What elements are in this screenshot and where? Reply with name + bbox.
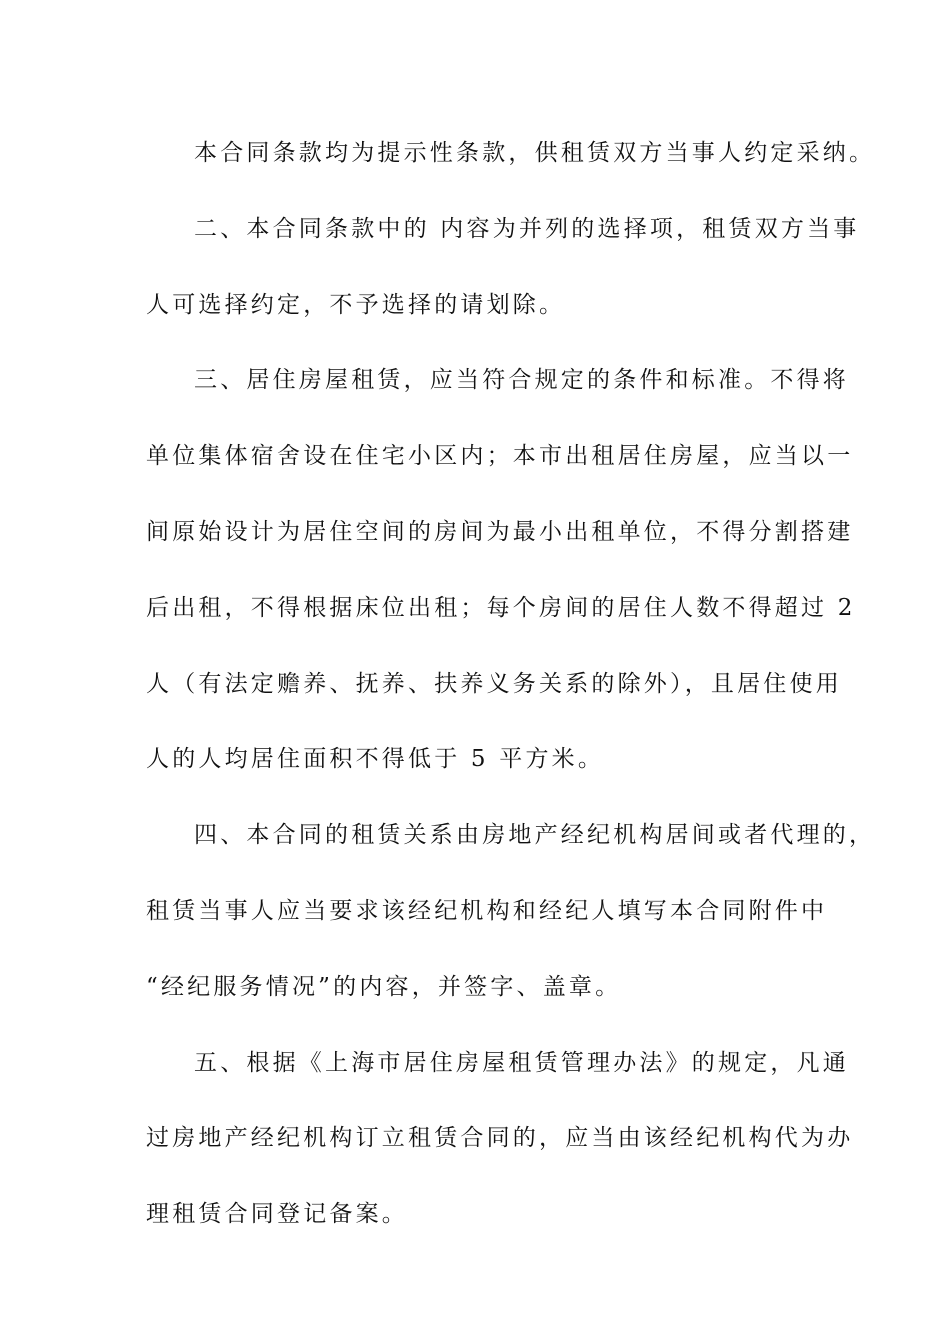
paragraph-3-line-1: 三、居住房屋租赁，应当符合规定的条件和标准。不得将 bbox=[194, 367, 849, 394]
paragraph-2-line-2: 人可选择约定，不予选择的请划除。 bbox=[146, 291, 566, 318]
paragraph-5-line-1: 五、根据《上海市居住房屋租赁管理办法》的规定，凡通 bbox=[194, 1049, 849, 1076]
paragraph-5-line-3: 理租赁合同登记备案。 bbox=[146, 1201, 408, 1228]
paragraph-3-line-4: 后出租，不得根据床位出租；每个房间的居住人数不得超过 2 bbox=[146, 594, 856, 621]
contract-notes-body bbox=[146, 128, 876, 1265]
paragraph-3-line-3: 间原始设计为居住空间的房间为最小出租单位，不得分割搭建 bbox=[146, 518, 854, 545]
paragraph-4-line-2: 租赁当事人应当要求该经纪机构和经纪人填写本合同附件中 bbox=[146, 897, 828, 924]
paragraph-4-line-3: “经纪服务情况”的内容，并签字、盖章。 bbox=[146, 973, 622, 1000]
paragraph-2-line-1: 二、本合同条款中的 内容为并列的选择项，租赁双方当事 bbox=[194, 215, 860, 242]
paragraph-3-line-2: 单位集体宿舍设在住宅小区内；本市出租居住房屋，应当以一 bbox=[146, 443, 854, 470]
paragraph-3-line-6: 人的人均居住面积不得低于 5 平方米。 bbox=[146, 746, 605, 773]
paragraph-3-line-5: 人（有法定赡养、抚养、扶养义务关系的除外），且居住使用 bbox=[146, 670, 842, 697]
paragraph-5-line-2: 过房地产经纪机构订立租赁合同的，应当由该经纪机构代为办 bbox=[146, 1125, 854, 1152]
paragraph-4-line-1: 四、本合同的租赁关系由房地产经纪机构居间或者代理的， bbox=[194, 822, 876, 849]
paragraph-1-line-1: 本合同条款均为提示性条款，供租赁双方当事人约定采纳。 bbox=[194, 140, 876, 166]
